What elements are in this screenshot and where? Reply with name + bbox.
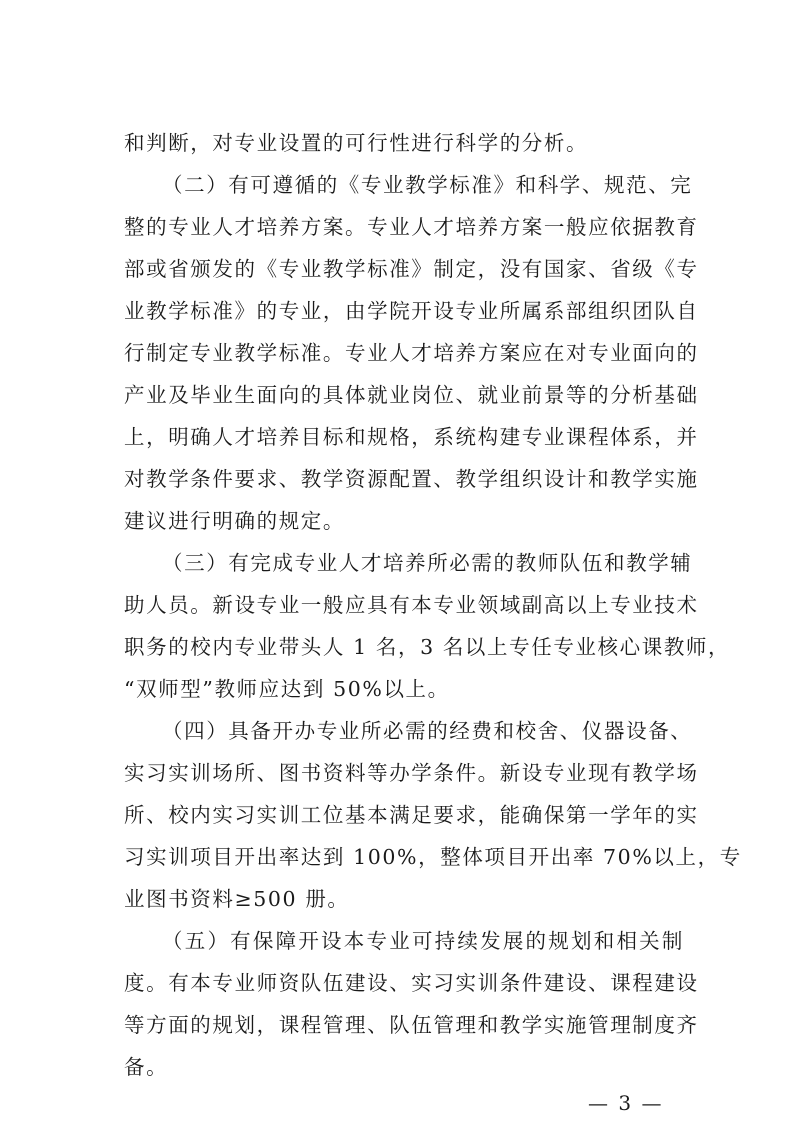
paragraph-2-line-6: 产业及毕业生面向的具体就业岗位、就业前景等的分析基础 <box>124 383 699 407</box>
page-number: — 3 — <box>588 1091 664 1115</box>
paragraph-3-line-1: （三）有完成专业人才培养所必需的教师队伍和教学辅 <box>162 551 693 575</box>
paragraph-2-line-3: 部或省颁发的《专业教学标准》制定，没有国家、省级《专 <box>124 257 699 281</box>
paragraph-5-line-2: 度。有本专业师资队伍建设、实习实训条件建设、课程建设 <box>124 971 699 995</box>
paragraph-5-line-4: 备。 <box>124 1055 169 1079</box>
paragraph-2-line-4: 业教学标准》的专业，由学院开设专业所属系部组织团队自 <box>124 299 699 323</box>
paragraph-4-line-3: 所、校内实习实训工位基本满足要求，能确保第一学年的实 <box>124 803 699 827</box>
paragraph-3-line-3: 职务的校内专业带头人 1 名，3 名以上专任专业核心课教师， <box>124 635 731 659</box>
paragraph-4-line-1: （四）具备开办专业所必需的经费和校舍、仪器设备、 <box>162 719 693 743</box>
paragraph-2-line-5: 行制定专业教学标准。专业人才培养方案应在对专业面向的 <box>124 341 699 365</box>
paragraph-2-line-1: （二）有可遵循的《专业教学标准》和科学、规范、完 <box>162 173 693 197</box>
paragraph-2-line-7: 上，明确人才培养目标和规格，系统构建专业课程体系，并 <box>124 425 699 449</box>
paragraph-2-line-2: 整的专业人才培养方案。专业人才培养方案一般应依据教育 <box>124 215 699 239</box>
paragraph-3-line-2: 助人员。新设专业一般应具有本专业领域副高以上专业技术 <box>124 593 699 617</box>
paragraph-2-line-8: 对教学条件要求、教学资源配置、教学组织设计和教学实施 <box>124 467 699 491</box>
paragraph-1-line-1: 和判断，对专业设置的可行性进行科学的分析。 <box>124 131 589 155</box>
paragraph-4-line-5: 业图书资料≥500 册。 <box>124 887 350 911</box>
paragraph-3-line-4: “双师型”教师应达到 50%以上。 <box>124 677 450 701</box>
paragraph-2-line-9: 建议进行明确的规定。 <box>124 509 345 533</box>
paragraph-4-line-2: 实习实训场所、图书资料等办学条件。新设专业现有教学场 <box>124 761 699 785</box>
paragraph-5-line-3: 等方面的规划，课程管理、队伍管理和教学实施管理制度齐 <box>124 1013 699 1037</box>
paragraph-4-line-4: 习实训项目开出率达到 100%，整体项目开出率 70%以上，专 <box>124 845 742 869</box>
paragraph-5-line-1: （五）有保障开设本专业可持续发展的规划和相关制 <box>162 929 684 953</box>
